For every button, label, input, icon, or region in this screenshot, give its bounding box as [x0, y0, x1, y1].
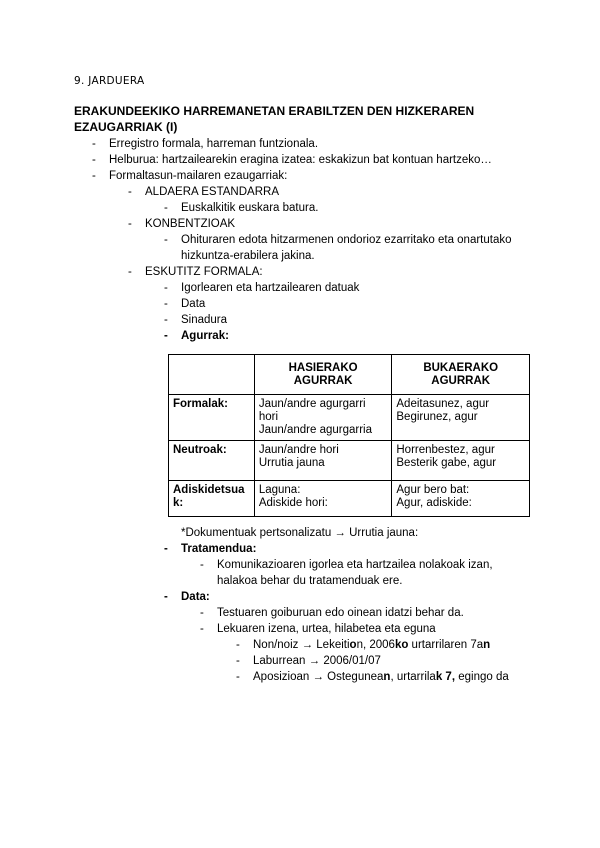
- item-konb-sub-1: Ohituraren edota hitzarmenen ondorioz ezarritako eta onartutako: [181, 234, 512, 246]
- item-aldaera-sub: Euskalkitik euskara batura.: [181, 202, 319, 214]
- cell-end: Agur bero bat: Agur, adiskide:: [392, 481, 530, 517]
- title-line-1: ERAKUNDEEKIKO HARREMANETAN ERABILTZEN DEN HIZKERAREN: [74, 104, 475, 118]
- bullet-formaltasun: Formaltasun-mailaren ezaugarriak:: [109, 170, 288, 182]
- data-label: Data:: [181, 591, 210, 603]
- activity-heading: 9. JARDUERA: [74, 75, 145, 87]
- item-eskutitz: ESKUTITZ FORMALA:: [145, 266, 263, 278]
- dash: -: [164, 330, 168, 342]
- row-label: Adiskidetsuak:: [169, 481, 255, 517]
- dash: -: [164, 298, 168, 310]
- example-laburrean: Laburrean → 2006/01/07: [253, 655, 381, 667]
- dash: -: [164, 234, 168, 246]
- dash: -: [164, 202, 168, 214]
- cell-end: Horrenbestez, agur Besterik gabe, agur: [392, 441, 530, 481]
- dash: -: [128, 218, 132, 230]
- item-konbentzioak: KONBENTZIOAK: [145, 218, 236, 230]
- dash: -: [236, 655, 240, 667]
- table-row: [169, 481, 530, 517]
- bullet-helburua: Helburua: hartzailearekin eragina izatea: eskakizun bat kontuan hartzeko…: [109, 154, 492, 166]
- row-label: Formalak:: [169, 395, 255, 441]
- cell-start: Jaun/andre agurgarri hori Jaun/andre agurgarria: [254, 395, 392, 441]
- dash: -: [164, 543, 168, 555]
- greetings-table: [168, 354, 530, 517]
- bullet-registro: Erregistro formala, harreman funtzionala.: [109, 138, 319, 150]
- item-esk-data: Data: [181, 298, 206, 310]
- header-hasierako: HASIERAKO AGURRAK: [254, 355, 392, 395]
- table-row: [169, 441, 530, 481]
- item-esk-sinadura: Sinadura: [181, 314, 228, 326]
- dash: -: [200, 623, 204, 635]
- dash: -: [200, 607, 204, 619]
- dash: -: [92, 170, 96, 182]
- header-bukaerako: BUKAERAKO AGURRAK: [392, 355, 530, 395]
- row-label: Neutroak:: [169, 441, 255, 481]
- dash: -: [92, 138, 96, 150]
- dash: -: [164, 314, 168, 326]
- tratamendua-line-1: Komunikazioaren igorlea eta hartzailea nolakoak izan,: [217, 559, 493, 571]
- dash: -: [236, 639, 240, 651]
- example-aposizioan: Aposizioan → Ostegunean, urtarrilak 7, egingo da: [253, 671, 509, 683]
- dash: -: [164, 591, 168, 603]
- title-line-2: EZAUGARRIAK (I): [74, 120, 178, 134]
- cell-end: Adeitasunez, agur Begirunez, agur: [392, 395, 530, 441]
- dash: -: [128, 266, 132, 278]
- dash: -: [128, 186, 132, 198]
- item-esk-agurrak: Agurrak:: [181, 330, 229, 342]
- tratamendua-label: Tratamendua:: [181, 543, 257, 555]
- dash: -: [164, 282, 168, 294]
- dash: -: [236, 671, 240, 683]
- tratamendua-line-2: halakoa behar du tratamenduak ere.: [217, 575, 403, 587]
- data-line-1: Testuaren goiburuan edo oinean idatzi behar da.: [217, 607, 464, 619]
- dash: -: [92, 154, 96, 166]
- cell-start: Jaun/andre hori Urrutia jauna: [254, 441, 392, 481]
- cell-start: Laguna: Adiskide hori:: [254, 481, 392, 517]
- item-aldaera: ALDAERA ESTANDARRA: [145, 186, 279, 198]
- table-corner: [169, 355, 255, 395]
- item-konb-sub-2: hizkuntza-erabilera jakina.: [181, 250, 315, 262]
- item-esk-igorlea: Igorlearen eta hartzailearen datuak: [181, 282, 360, 294]
- dash: -: [200, 559, 204, 571]
- table-row: [169, 395, 530, 441]
- example-non-noiz: Non/noiz → Lekeition, 2006ko urtarrilaren 7an: [253, 639, 491, 651]
- data-line-2: Lekuaren izena, urtea, hilabetea eta eguna: [217, 623, 436, 635]
- personalize-note: *Dokumentuak pertsonalizatu → Urrutia jauna:: [181, 527, 419, 539]
